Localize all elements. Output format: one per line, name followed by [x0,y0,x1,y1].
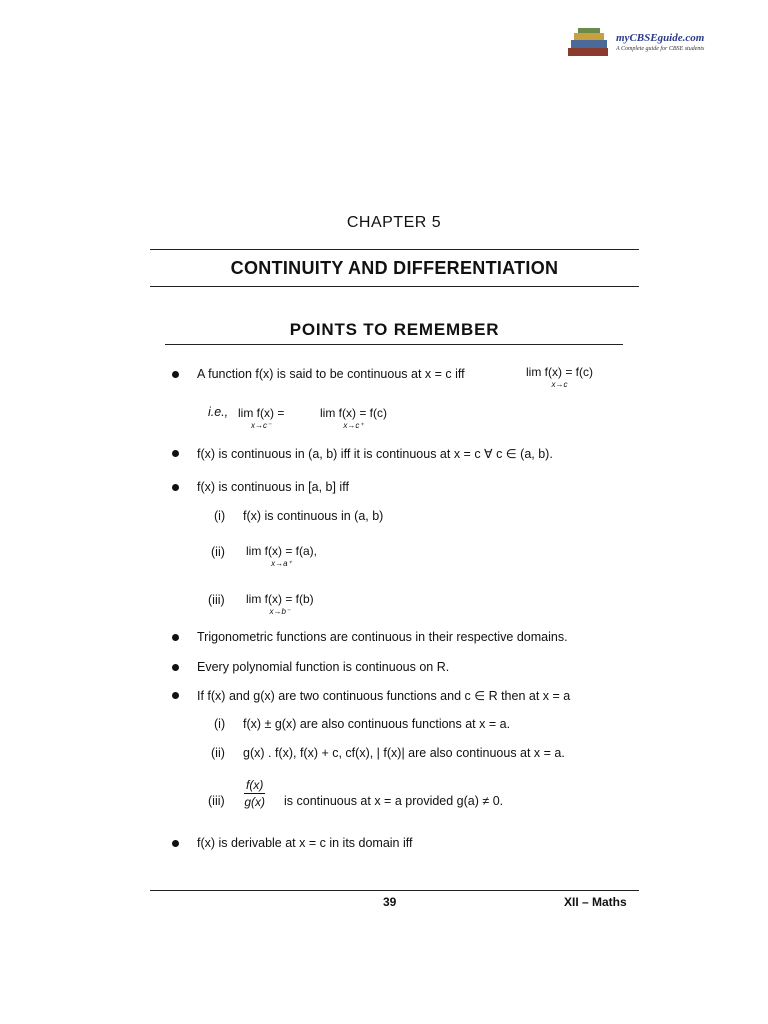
footer-subject: XII – Maths [564,895,627,909]
point-6-text: If f(x) and g(x) are two continuous functions and c ∈ R then at x = a [197,689,571,703]
point-2-text: f(x) is continuous in (a, b) iff it is continuous at x = c ∀ c ∈ (a, b). [197,447,553,461]
bullet [172,484,179,491]
books-icon [566,26,612,60]
sub-label: (ii) [211,545,225,559]
section-rule [165,344,623,345]
limit-subscript: x→c⁻ [251,421,272,430]
sub-label: (ii) [211,746,225,760]
limit-expression: lim f(x) = f(c) [526,365,593,379]
limit-subscript: x→c⁺ [343,421,364,430]
section-title: POINTS TO REMEMBER [289,320,500,339]
footer-rule [150,890,639,891]
limit-subscript: x→b⁻ [269,607,291,616]
site-logo [566,26,714,60]
point-5-text: Every polynomial function is continuous on R. [197,660,450,674]
title-rule-top [150,249,639,250]
ie-prefix: i.e., [208,405,229,419]
point-6-i-text: f(x) ± g(x) are also continuous functions at x = a. [243,717,511,731]
bullet [172,664,179,671]
fraction-numerator: f(x) [246,778,264,792]
point-4-text: Trigonometric functions are continuous in their respective domains. [197,630,568,644]
point-1-limit [524,364,595,389]
point-1-text: A function f(x) is said to be continuous at x = c iff [197,367,465,381]
point-7-text: f(x) is derivable at x = c in its domain iff [197,836,413,850]
limit-expression: lim f(x) = f(a), [246,544,317,558]
point-6-iii-fraction [238,778,271,809]
limit-subscript: x→a⁺ [271,559,292,568]
point-6-iii-text: is continuous at x = a provided g(a) ≠ 0. [284,794,504,808]
point-3-i-text: f(x) is continuous in (a, b) [243,509,384,523]
point-3-iii-limit [244,591,316,616]
sub-label: (iii) [208,794,225,808]
sub-label: (i) [214,717,226,731]
title-rule-bottom [150,286,639,287]
logo-text: myCBSEguide.com [616,32,705,44]
bullet [172,371,179,378]
limit-subscript: x→c [551,380,568,389]
bullet [172,840,179,847]
point-6-ii-text: g(x) . f(x), f(x) + c, cf(x), | f(x)| are also continuous at x = a. [243,746,565,760]
point-3-ii-limit [244,543,319,568]
limit-expression: lim f(x) = f(c) [320,406,387,420]
bullet [172,450,179,457]
fraction-denominator: g(x) [244,795,265,809]
bullet [172,634,179,641]
limit-expression: lim f(x) = f(b) [246,592,314,606]
sub-label: (i) [214,509,226,523]
sub-label: (iii) [208,593,225,607]
logo-tagline: A Complete guide for CBSE students [616,46,705,52]
bullet [172,692,179,699]
chapter-title: CONTINUITY AND DIFFERENTIATION [230,258,559,278]
page-number: 39 [383,895,397,909]
ie-left-limit [236,405,286,430]
point-3-text: f(x) is continuous in [a, b] iff [197,480,349,494]
ie-right-limit [318,405,389,430]
limit-expression: lim f(x) = [238,406,285,420]
chapter-label: CHAPTER 5 [346,214,442,231]
